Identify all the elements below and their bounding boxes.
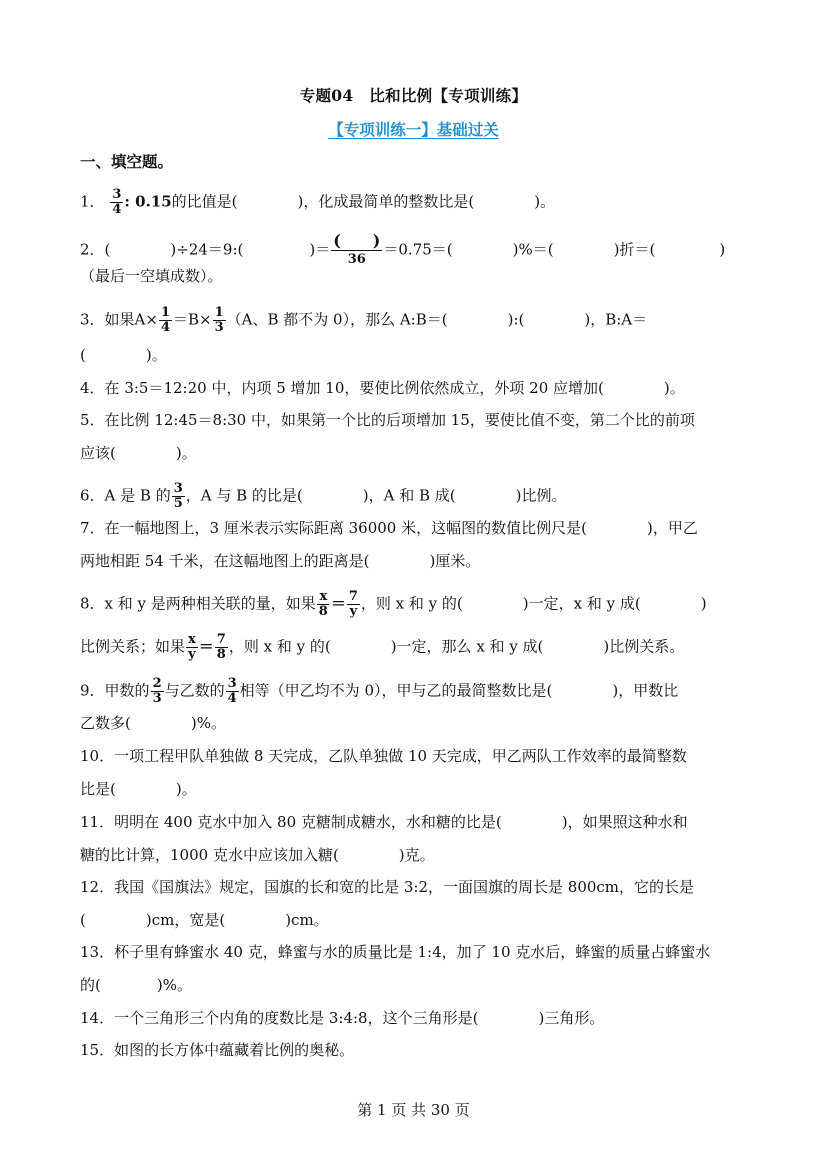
question-13-line-2: 的( )%。 [80, 976, 192, 994]
question-4: 4．在 3:5＝12:20 中，内项 5 增加 10，要使比例依然成立，外项 20 应增加( )。 [80, 379, 685, 397]
page-number: 第 1 页 共 30 页 [357, 1101, 470, 1119]
question-number: 12． [80, 878, 115, 896]
question-9-line-2: 乙数多( )%。 [80, 714, 226, 732]
question-number: 2． [80, 240, 105, 259]
question-number: 9． [80, 681, 105, 700]
question-12: 12．我国《国旗法》规定，国旗的长和宽的比是 3:2，一面国旗的周长是 800cm，它的长是 [80, 878, 695, 896]
question-number: 13． [80, 943, 115, 961]
fraction: $\frac{x}{8}$ [318, 589, 328, 619]
question-number: 1． [80, 192, 105, 211]
question-2-line-2: （最后一空填成数）。 [80, 267, 223, 285]
question-2: 2．( )÷24＝9:( )＝ $\frac{( )}{36}$ ＝0.75＝( )%＝( )折＝( ) [80, 231, 726, 267]
question-9: 9．甲数的 $\frac{2}{3}$ 与乙数的 $\frac{3}{4}$ 相等（甲乙均不为 0），甲与乙的最简整数比是( )，甲数比 [80, 676, 679, 706]
fraction: $\frac{3}{4}$ [112, 187, 122, 217]
fraction: $\frac{2}{3}$ [152, 676, 162, 706]
question-7-line-2: 两地相距 54 千米，在这幅地图上的距离是( )厘米。 [80, 552, 481, 570]
fraction: $\frac{1}{3}$ [214, 305, 224, 335]
question-12-line-2: ( )cm，宽是( )cm。 [80, 911, 329, 929]
section-subtitle: 【专项训练一】基础过关 [328, 120, 499, 139]
question-number: 15． [80, 1041, 115, 1059]
section-heading: 一、填空题。 [80, 152, 174, 171]
fraction: $\frac{1}{4}$ [160, 305, 170, 335]
document-title: 专题04 比和比例【专项训练】 [299, 86, 528, 105]
question-13: 13．杯子里有蜂蜜水 40 克，蜂蜜与水的质量比是 1:4，加了 10 克水后，蜂蜜的质量占蜂蜜水 [80, 943, 711, 961]
fraction[interactable]: $\frac{( )}{36}$ [333, 231, 381, 267]
question-6: 6．A 是 B 的 $\frac{3}{5}$ ，A 与 B 的比是( )，A 和 B 成( )比例。 [80, 481, 567, 511]
question-number: 3． [80, 310, 105, 329]
question-11: 11．明明在 400 克水中加入 80 克糖制成糖水，水和糖的比是( )，如果照这种水和 [80, 813, 688, 831]
question-number: 10． [80, 747, 115, 765]
fraction: $\frac{x}{y}$ [188, 632, 196, 662]
question-number: 4． [80, 379, 105, 397]
question-8-line-2: 比例关系；如果 $\frac{x}{y}$ ＝ $\frac{7}{8}$ ，则 x 和 y 的( )一定，那么 x 和 y 成( )比例关系。 [80, 632, 685, 662]
question-10: 10．一项工程甲队单独做 8 天完成，乙队单独做 10 天完成，甲乙两队工作效率的最简整数 [80, 747, 687, 765]
question-number: 14． [80, 1009, 115, 1027]
question-3: 3．如果A× $\frac{1}{4}$ ＝B× $\frac{1}{3}$ （A、B 都不为 0），那么 A:B＝( ):( )，B:A＝ [80, 305, 648, 335]
fraction: $\frac{7}{8}$ [216, 632, 226, 662]
fraction: $\frac{7}{y}$ [348, 589, 358, 619]
fraction: $\frac{3}{4}$ [227, 676, 237, 706]
question-5-line-2: 应该( )。 [80, 444, 197, 462]
question-8: 8．x 和 y 是两种相关联的量，如果 $\frac{x}{8}$ ＝ $\frac{7}{y}$ ，则 x 和 y 的( )一定，x 和 y 成( ) [80, 589, 707, 619]
question-1: 1． $\frac{3}{4}$ : 0.15的比值是( )，化成最简单的整数比是( )。 [80, 187, 556, 217]
question-5: 5．在比例 12:45＝8:30 中，如果第一个比的后项增加 15，要使比值不变，第二个比的前项 [80, 411, 695, 429]
question-14: 14．一个三角形三个内角的度数比是 3:4:8，这个三角形是( )三角形。 [80, 1009, 605, 1027]
question-number: 8． [80, 594, 105, 613]
fraction: $\frac{3}{5}$ [173, 481, 183, 511]
question-number: 6． [80, 486, 105, 505]
question-number: 11． [80, 813, 115, 831]
question-11-line-2: 糖的比计算，1000 克水中应该加入糖( )克。 [80, 846, 435, 864]
question-15: 15．如图的长方体中蕴藏着比例的奥秘。 [80, 1041, 355, 1059]
question-10-line-2: 比是( )。 [80, 780, 197, 798]
question-number: 7． [80, 519, 105, 537]
question-3-line-2: ( )。 [80, 346, 167, 364]
question-number: 5． [80, 411, 105, 429]
question-7: 7．在一幅地图上，3 厘米表示实际距离 36000 米，这幅图的数值比例尺是( )，甲乙 [80, 519, 698, 537]
